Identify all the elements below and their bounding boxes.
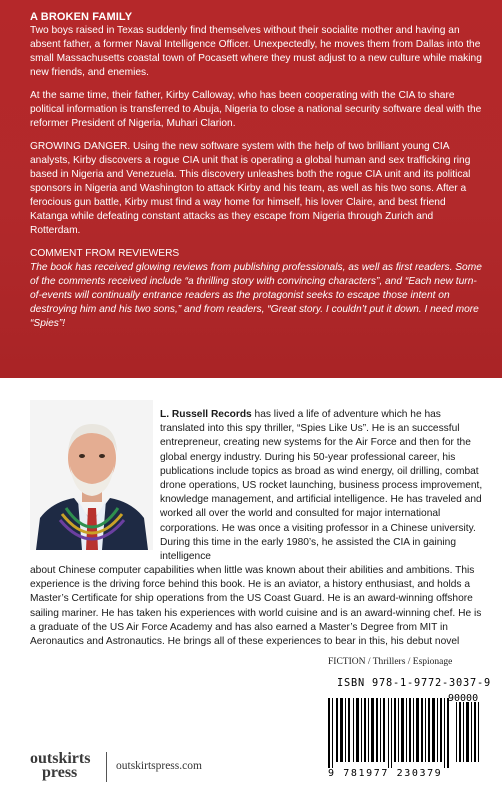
publisher-logo-top: outskirts — [30, 750, 91, 767]
price-code: 90000 — [448, 693, 479, 704]
synopsis-paragraph-2: At the same time, their father, Kirby Calloway, who has been cooperating with the CIA to share political information is transferred to Abuja, Nigeria to close a national security software deal with the reformer President of Nigeria, Muhari Clarion. — [30, 90, 482, 129]
synopsis-paragraph-1: Two boys raised in Texas suddenly find themselves without their socialite mother and having an absent father, a former Naval Intelligence Officer. Unexpectedly, he moves them from Dallas into the small Massachusetts coastal town of Pocasett where they must adjust to a new culture while making new friends, and enemies. — [30, 25, 482, 78]
author-name: L. Russell Records — [160, 409, 252, 420]
author-bio-text-lower: about Chinese computer capabilities when little was known about their abilities and ambitions. This experience is the driving force behind this book. He is an aviator, a history enthusiast, and holds a Master’s Certificate for ship operations from the US Coast Guard. He is an award-winning offshore sailing mariner. He has taken his experiences with world cuisine and is an award-winning chef. He is a graduate of the US Air Force Academy and has also earned a Master’s Degree from MIT in Aeronautics and Astronautics. He brings all of these experiences to bear in this, his debut novel — [30, 565, 482, 648]
logo-divider — [106, 752, 107, 782]
author-bio-text-upper: has lived a life of adventure which he has translated into this spy thriller, “Spies Like Us”. He is an successful entrepreneur, creating new systems for the Air Force and then for the global energy industry. During his 50-year professional career, his publications include topics as broad as wind energy, oil drilling, combat drone operations, US rocket launching, business process improvement, knowledge management, and artificial intelligence. He has traveled and worked all over the world and consulted for major international corporations. He was once a visiting professor in a Chinese university. During this time in the early 1980’s, he assisted the CIA in gaining intelligence — [160, 409, 483, 563]
reviews-text: The book has received glowing reviews from publishing professionals, as well as first readers. Some of the comments received include “a thrilling story with convincing characters”, and “Each new turn-of-events will continually entrance readers as the protagonist seeks to escape those intent on destroying him and his two sons,” and from readers, “Great story. I couldn’t put it down. I need more “Spies”! — [30, 262, 482, 329]
publisher-website: outskirtspress.com — [116, 760, 202, 772]
barcode-digits: 9 781977 230379 — [328, 768, 443, 779]
author-bio-upper — [160, 408, 485, 564]
genre-label: FICTION / Thrillers / Espionage — [328, 657, 453, 667]
synopsis-panel — [0, 0, 502, 378]
publisher-logo-bottom: press — [42, 764, 78, 781]
reviews-heading: COMMENT FROM REVIEWERS — [30, 248, 180, 259]
publisher-logo — [30, 752, 90, 780]
author-photo — [30, 400, 153, 550]
isbn-text: ISBN 978-1-9772-3037-9 — [337, 677, 491, 689]
section-heading: A BROKEN FAMILY — [30, 11, 133, 23]
synopsis-paragraph-3: GROWING DANGER. Using the new software system with the help of two brilliant young CIA analysts, Kirby discovers a rogue CIA unit that is operating a global human and sex trafficking ring based in Nigeria and Venezuela. This discovery unleashes both the rogue CIA unit and its political sponsors in Nigeria and Washington to attack Kirby and his team, as well as his two sons. After a ferocious gun battle, Kirby must find a way home for himself, his lover Claire, and best friend Katanga while defeating constant attacks as they escape from Nigeria through Zurich and Rotterdam. — [30, 141, 471, 236]
